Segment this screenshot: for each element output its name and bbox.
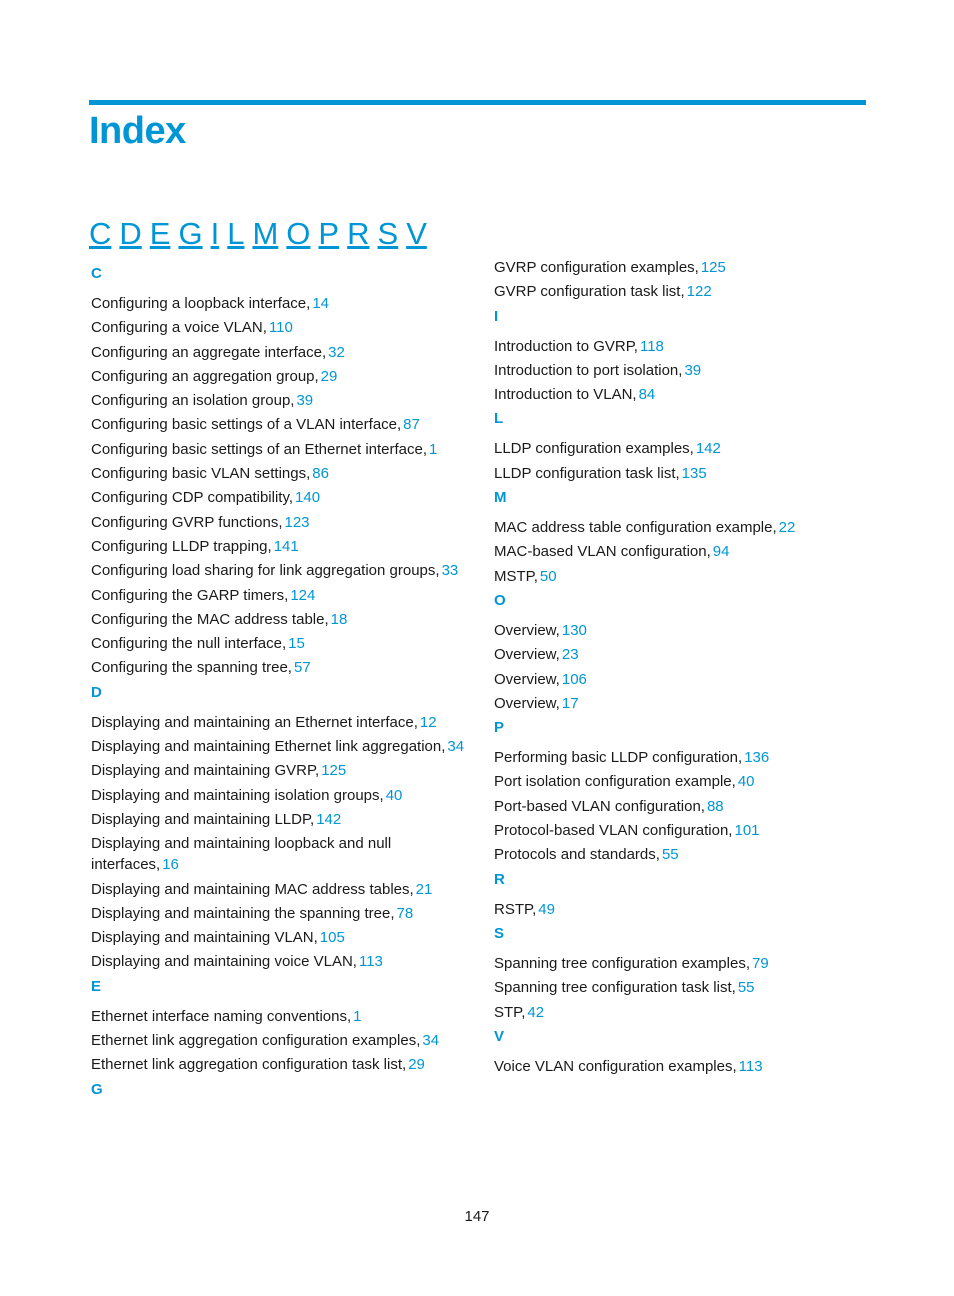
- index-entry-page-link[interactable]: 118: [639, 337, 664, 355]
- index-entry-page-link[interactable]: 18: [330, 610, 348, 628]
- index-entry-page-link[interactable]: 39: [296, 392, 314, 410]
- index-entry: [91, 585, 471, 606]
- index-entry-page-link[interactable]: 55: [737, 979, 755, 997]
- index-entry-page-link[interactable]: 142: [695, 440, 721, 458]
- index-entry-page-link[interactable]: 16: [162, 856, 179, 874]
- index-entry: [91, 927, 471, 948]
- index-entry-page-link[interactable]: 21: [415, 880, 433, 898]
- index-entry-page-link[interactable]: 94: [712, 543, 730, 561]
- section-heading-c: C: [91, 265, 102, 282]
- index-entry-text: Overview,: [494, 670, 560, 688]
- nav-letter-d[interactable]: D: [119, 216, 142, 251]
- index-column-right: [494, 257, 874, 1080]
- index-entry: [494, 336, 874, 357]
- index-entry: [91, 657, 471, 678]
- index-entry-text: Overview,: [494, 621, 560, 639]
- index-entry: [494, 438, 874, 459]
- index-entry: [91, 366, 471, 387]
- section-heading-s: S: [494, 924, 505, 942]
- index-entry-page-link[interactable]: 113: [738, 1057, 763, 1075]
- nav-letter-c[interactable]: C: [89, 216, 112, 251]
- index-entry-page-link[interactable]: 113: [358, 953, 383, 971]
- index-entry: [91, 293, 471, 314]
- index-entry-page-link[interactable]: 33: [441, 562, 459, 580]
- page-title: Index: [89, 110, 186, 152]
- index-entry-page-link[interactable]: 29: [320, 367, 338, 385]
- index-entry-text: Configuring a loopback interface,: [91, 295, 311, 312]
- title-rule: [89, 100, 866, 105]
- index-entry-page-link[interactable]: 1: [429, 440, 438, 458]
- index-entry: [494, 644, 874, 665]
- index-entry-text: Displaying and maintaining voice VLAN,: [91, 953, 357, 971]
- index-entry: [91, 1006, 471, 1027]
- index-entry-text: Overview,: [494, 646, 560, 664]
- index-entry-text: Port isolation configuration example,: [494, 773, 736, 791]
- index-entry-text: Displaying and maintaining isolation groups,: [91, 786, 384, 804]
- index-entry-text: Configuring basic settings of a VLAN interface,: [91, 416, 402, 434]
- index-entry: [91, 833, 471, 875]
- index-entry: [494, 620, 874, 641]
- index-entry-text: Displaying and maintaining GVRP,: [91, 762, 320, 780]
- index-entry-page-link[interactable]: 49: [538, 900, 555, 918]
- index-entry: [494, 463, 874, 484]
- index-entry-page-link[interactable]: 55: [661, 846, 679, 864]
- index-entry-text: Ethernet link aggregation configuration examples,: [91, 1032, 421, 1050]
- index-entry-text: Configuring an aggregate interface,: [91, 343, 327, 361]
- index-entry-text: Configuring basic VLAN settings,: [91, 465, 311, 483]
- index-entry-text: Configuring basic settings of an Ethernet interface,: [91, 440, 428, 458]
- index-entry-text: Displaying and maintaining Ethernet link aggregation,: [91, 738, 446, 756]
- nav-letter-l[interactable]: L: [227, 216, 245, 251]
- index-entry-page-link[interactable]: 106: [561, 670, 587, 688]
- index-entry-page-link[interactable]: 141: [273, 537, 299, 555]
- index-entry-text: STP,: [494, 1003, 526, 1021]
- section-heading-p: P: [494, 719, 505, 737]
- index-entry-page-link[interactable]: 39: [684, 361, 702, 379]
- index-entry: [91, 903, 471, 924]
- nav-letter-r[interactable]: R: [347, 216, 370, 251]
- index-entry-page-link[interactable]: 17: [561, 694, 579, 712]
- nav-letter-v[interactable]: V: [406, 216, 427, 251]
- index-entry-page-link[interactable]: 40: [385, 786, 403, 804]
- index-entry-text: Configuring the GARP timers,: [91, 586, 289, 604]
- index-entry-text: Configuring a voice VLAN,: [91, 319, 267, 337]
- index-entry: [494, 1002, 874, 1023]
- index-entry-text: Voice VLAN configuration examples,: [494, 1057, 737, 1075]
- index-entry-text: Displaying and maintaining the spanning tree,: [91, 904, 395, 922]
- index-entry: [91, 1030, 471, 1051]
- index-entry: [91, 760, 471, 781]
- index-entry-text: Performing basic LLDP configuration,: [494, 749, 743, 767]
- index-entry-text: Configuring GVRP functions,: [91, 513, 283, 531]
- index-entry-page-link[interactable]: 1: [353, 1007, 362, 1025]
- index-entry-page-link[interactable]: 23: [561, 646, 579, 664]
- nav-letter-e[interactable]: E: [149, 216, 171, 251]
- index-entry-text: Configuring an aggregation group,: [91, 367, 319, 385]
- index-entry-text: MSTP,: [494, 567, 538, 585]
- index-entry-page-link[interactable]: 79: [752, 954, 769, 972]
- index-entry-text: Ethernet interface naming conventions,: [91, 1007, 352, 1025]
- index-entry-page-link[interactable]: 105: [319, 929, 345, 947]
- index-entry-text: Spanning tree configuration task list,: [494, 979, 736, 997]
- section-heading-l: L: [494, 410, 504, 428]
- index-entry: [494, 517, 874, 538]
- index-entry-page-link[interactable]: 78: [396, 904, 414, 922]
- index-entry-page-link[interactable]: 32: [328, 343, 345, 361]
- index-entry-page-link[interactable]: 110: [268, 319, 293, 337]
- index-entry: [494, 899, 874, 920]
- section-heading-v: V: [494, 1027, 505, 1045]
- index-entry-page-link[interactable]: 135: [681, 464, 707, 482]
- index-entry-text: GVRP configuration examples,: [494, 259, 699, 276]
- index-entry-page-link[interactable]: 140: [295, 489, 321, 507]
- index-entry-text: Protocols and standards,: [494, 846, 660, 864]
- index-entry: [91, 390, 471, 411]
- index-entry-page-link[interactable]: 84: [638, 386, 656, 404]
- index-entry: [494, 257, 874, 278]
- index-entry-page-link[interactable]: 123: [284, 513, 310, 531]
- index-entry: [91, 609, 471, 630]
- index-entry-text: Displaying and maintaining an Ethernet interface,: [91, 713, 418, 731]
- index-entry-page-link[interactable]: 130: [561, 621, 587, 639]
- index-entry-text: Configuring LLDP trapping,: [91, 537, 272, 555]
- index-entry: [494, 693, 874, 714]
- index-entry: [494, 541, 874, 562]
- index-entry: [494, 796, 874, 817]
- index-entry-text: RSTP,: [494, 900, 537, 918]
- index-entry-text: Spanning tree configuration examples,: [494, 954, 750, 972]
- index-entry-page-link[interactable]: 88: [706, 797, 724, 815]
- index-entry-page-link[interactable]: 87: [403, 416, 420, 434]
- index-entry: [494, 820, 874, 841]
- section-heading-g: G: [91, 1080, 103, 1098]
- index-entry-text: MAC address table configuration example,: [494, 519, 777, 537]
- index-entry: [91, 712, 471, 733]
- section-heading-r: R: [494, 870, 505, 888]
- nav-letter-m[interactable]: M: [252, 216, 279, 251]
- index-entry-page-link[interactable]: 136: [744, 749, 770, 767]
- index-entry-text: MAC-based VLAN configuration,: [494, 543, 711, 561]
- index-entry-text: Ethernet link aggregation configuration task list,: [91, 1056, 407, 1074]
- index-entry-text: Configuring the MAC address table,: [91, 610, 329, 628]
- index-entry: [91, 785, 471, 806]
- index-entry: [91, 536, 471, 557]
- index-entry: [91, 512, 471, 533]
- index-entry: [91, 487, 471, 508]
- index-entry: [91, 879, 471, 900]
- index-entry-page-link[interactable]: 57: [293, 659, 311, 677]
- index-entry: [494, 771, 874, 792]
- index-entry-text: Introduction to VLAN,: [494, 386, 637, 404]
- nav-letter-g[interactable]: G: [178, 216, 203, 251]
- index-entry-text: Displaying and maintaining MAC address tables,: [91, 880, 414, 898]
- index-entry-page-link[interactable]: 122: [686, 283, 712, 301]
- page-number: 147: [464, 1208, 490, 1225]
- index-entry-text: Configuring CDP compatibility,: [91, 489, 294, 507]
- index-entry-page-link[interactable]: 29: [408, 1056, 425, 1074]
- section-heading-e: E: [91, 977, 102, 995]
- nav-letter-p[interactable]: P: [318, 216, 340, 251]
- index-entry: [494, 977, 874, 998]
- index-entry: [494, 669, 874, 690]
- index-entry: [494, 747, 874, 768]
- index-entry-page-link[interactable]: 40: [737, 773, 755, 791]
- index-entry-page-link[interactable]: 124: [290, 586, 316, 604]
- index-entry-text: Displaying and maintaining loopback and null interfaces,: [91, 835, 392, 874]
- index-entry: [91, 1054, 471, 1075]
- index-entry: [494, 566, 874, 587]
- nav-letter-s[interactable]: S: [377, 216, 399, 251]
- index-entry-page-link[interactable]: 86: [312, 465, 329, 483]
- index-entry: [494, 281, 874, 302]
- index-entry-text: Introduction to port isolation,: [494, 361, 683, 379]
- index-entry-page-link[interactable]: 22: [778, 519, 796, 537]
- index-entry-page-link[interactable]: 101: [734, 822, 760, 840]
- section-heading-o: O: [494, 591, 506, 609]
- index-entry-page-link[interactable]: 142: [316, 810, 342, 828]
- index-entry: [91, 736, 471, 757]
- index-entry: [494, 953, 874, 974]
- index-entry: [494, 844, 874, 865]
- section-heading-d: D: [91, 683, 102, 701]
- section-heading-i: I: [494, 307, 499, 325]
- index-entry-text: Configuring load sharing for link aggregation groups,: [91, 562, 440, 580]
- index-entry: [91, 951, 471, 972]
- index-entry-text: Configuring an isolation group,: [91, 392, 295, 410]
- index-entry-page-link[interactable]: 125: [700, 259, 726, 276]
- index-entry-page-link[interactable]: 34: [422, 1032, 440, 1050]
- index-entry: [91, 317, 471, 338]
- index-entry-page-link[interactable]: 14: [312, 295, 329, 312]
- index-entry-text: Configuring the spanning tree,: [91, 659, 292, 677]
- index-entry: [91, 342, 471, 363]
- index-entry: [494, 384, 874, 405]
- index-entry: [494, 360, 874, 381]
- index-entry-text: Introduction to GVRP,: [494, 337, 638, 355]
- index-entry-text: LLDP configuration examples,: [494, 440, 694, 458]
- index-entry: [91, 439, 471, 460]
- index-entry: [91, 414, 471, 435]
- index-entry-page-link[interactable]: 12: [419, 713, 437, 731]
- index-entry-page-link[interactable]: 42: [527, 1003, 545, 1021]
- index-entry-text: Protocol-based VLAN configuration,: [494, 822, 733, 840]
- index-entry: [91, 463, 471, 484]
- index-entry-text: LLDP configuration task list,: [494, 464, 680, 482]
- nav-letter-o[interactable]: O: [286, 216, 311, 251]
- index-entry: [494, 1056, 874, 1077]
- index-entry-text: Displaying and maintaining LLDP,: [91, 810, 315, 828]
- letter-navigation: [89, 214, 435, 254]
- index-entry-text: Displaying and maintaining VLAN,: [91, 929, 318, 947]
- index-entry: [91, 633, 471, 654]
- index-entry-text: GVRP configuration task list,: [494, 283, 685, 301]
- nav-letter-i[interactable]: I: [210, 216, 220, 251]
- index-entry-page-link[interactable]: 50: [539, 567, 557, 585]
- index-entry-page-link[interactable]: 125: [321, 762, 347, 780]
- index-entry-page-link[interactable]: 15: [288, 635, 305, 653]
- index-entry-text: Port-based VLAN configuration,: [494, 797, 705, 815]
- index-entry-page-link[interactable]: 34: [447, 738, 465, 756]
- index-entry-text: Overview,: [494, 694, 560, 712]
- index-entry: [91, 560, 471, 581]
- index-entry: [91, 809, 471, 830]
- index-column-left: [91, 263, 471, 1109]
- index-entry-text: Configuring the null interface,: [91, 635, 287, 653]
- section-heading-m: M: [494, 489, 507, 507]
